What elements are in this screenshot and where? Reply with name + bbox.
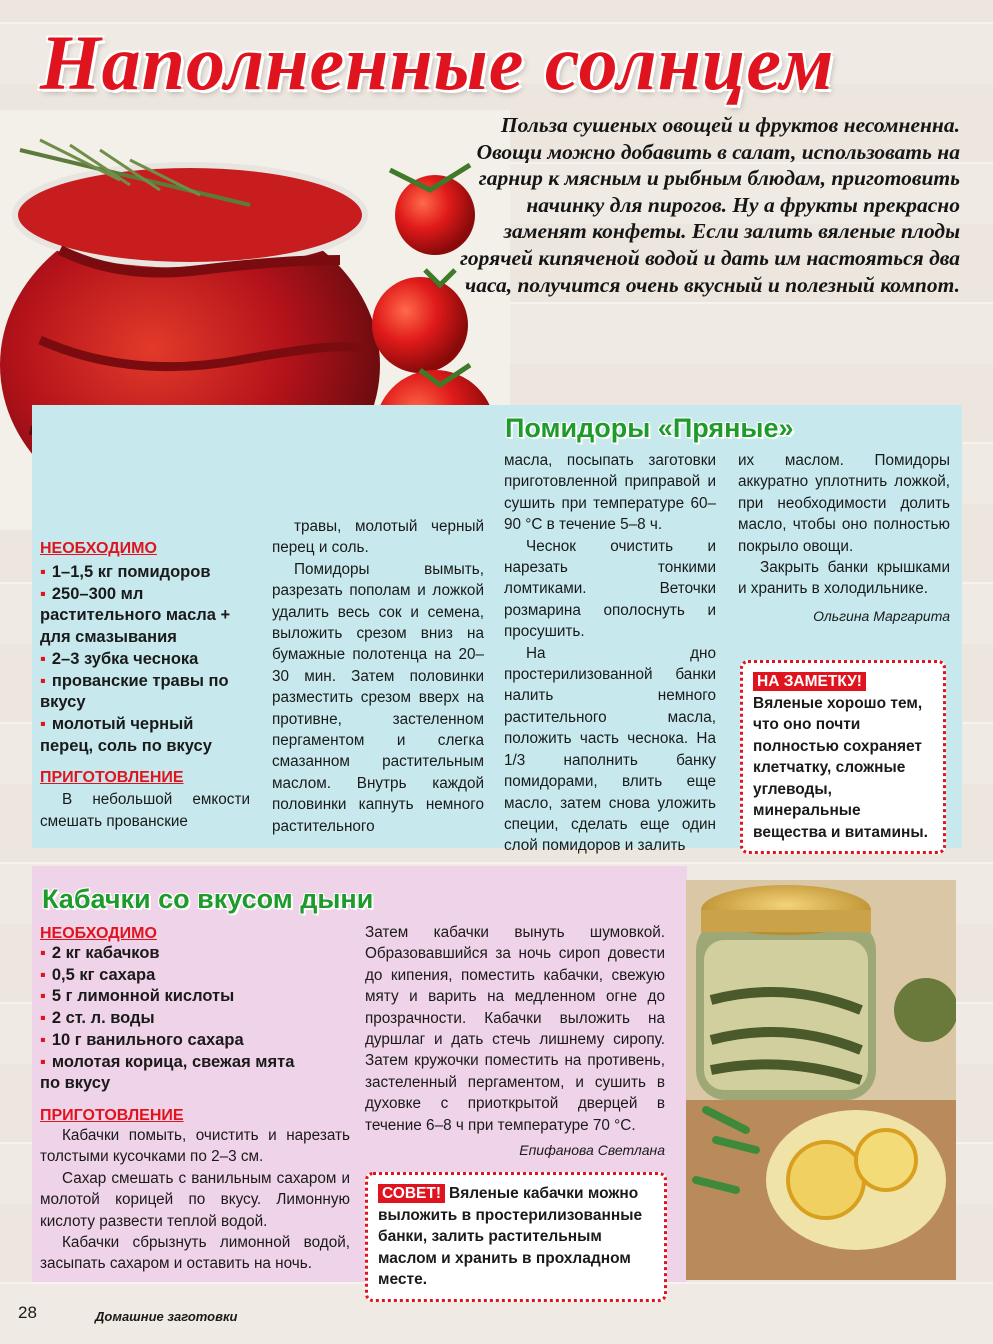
preparation-paragraph: Кабачки сбрызнуть лимонной водой, засыпать сахаром и оставить на ночь. <box>40 1233 350 1273</box>
note-box <box>740 660 946 854</box>
recipe-tomatoes-column-4 <box>738 450 950 627</box>
ingredient-item: ▪ 2 кг кабачков <box>40 943 300 965</box>
recipe-tomatoes-title: Помидоры «Пряные» <box>505 413 794 443</box>
recipe-zucchini-column-2 <box>365 922 665 1161</box>
author-signature: Епифанова Светлана <box>519 1142 665 1159</box>
preparation-paragraph: На дно простерилизованной банки налить немного растительного масла, положить часть чеснока. На 1/3 наполнить банку помидорами, влить еще масло, затем снова уложить специи, сделать еще один слой помидоров и залить <box>504 644 716 855</box>
ingredient-item: ▪ 2–3 зубка чеснока <box>40 649 250 671</box>
preparation-paragraph: Помидоры вымыть, разрезать пополам и ложкой удалить весь сок и семена, выложить срезом вниз на бумажные полотенца на 20–30 мин. Затем половинки разместить срезом вверх на противне, застеленном пергаментом и слегка смазанном растительным маслом. Внутрь каждой половинки капнуть немного растительного <box>272 560 484 835</box>
ingredient-item: ▪ 2 ст. л. воды <box>40 1008 300 1030</box>
needed-heading: НЕОБХОДИМО <box>40 540 157 557</box>
preparation-paragraph: Затем кабачки вынуть шумовкой. Образовавшийся за ночь сироп довести до кипения, поместить кабачки, свежую мяту и варить на медленном огне до прозрачности. Кабачки выложить на дуршлаг и дать стечь лишнему сиропу. Затем кружочки поместить на противень, застеленный пергаментом, и сушить в духовке с приоткрытой дверцей в течение 6–8 ч при температуре 70 °С. <box>365 924 665 1134</box>
recipe-zucchini-title: Кабачки со вкусом дыни <box>42 884 374 914</box>
note-text: Вяленые хорошо тем, что оно почти полностью сохраняет клетчатку, сложные углеводы, минеральные вещества и витамины. <box>753 694 928 841</box>
recipe-tomatoes-ingredients-column <box>40 540 250 832</box>
recipe-tomatoes-column-3 <box>504 450 716 857</box>
ingredient-item: ▪ молотая корица, свежая мята по вкусу <box>40 1052 300 1095</box>
tip-text: Вяленые кабачки можно выложить в простерилизованные банки, залить растительным маслом и хранить в прохладном месте. <box>378 1185 643 1288</box>
preparation-paragraph: их маслом. Помидоры аккуратно уплотнить ложкой, при необходимости долить масло, чтобы оно полностью покрыло овощи. <box>738 452 950 555</box>
ingredient-item: ▪ 250–300 мл растительного масла + для смазывания <box>40 584 250 649</box>
ingredient-item: ▪ прованские травы по вкусу <box>40 671 250 714</box>
author-signature: Ольгина Маргарита <box>813 607 950 624</box>
tip-box <box>365 1172 667 1302</box>
preparation-paragraph: В небольшой емкости смешать прованские <box>40 791 250 830</box>
ingredient-item: ▪ молотый черный перец, соль по вкусу <box>40 714 250 757</box>
preparation-paragraph: травы, молотый черный перец и соль. <box>272 518 484 557</box>
page-title: Наполненные солнцем <box>40 19 835 106</box>
note-badge: НА ЗАМЕТКУ! <box>753 672 866 691</box>
tip-badge: СОВЕТ! <box>378 1184 445 1203</box>
ingredient-list <box>40 943 300 1095</box>
preparation-text <box>40 1125 350 1275</box>
intro-paragraph: Польза сушеных овощей и фруктов несомненна. Овощи можно добавить в салат, использовать на гарнир к мясным и рыбным блюдам, приготовить начинку для пирогов. Ну а фрукты прекрасно заменят конфеты. Если залить вяленые плоды горячей кипяченой водой и дать им настояться два часа, получится очень вкусный и полезный компот. <box>459 113 960 297</box>
ingredient-item: ▪ 10 г ванильного сахара <box>40 1030 300 1052</box>
ingredient-list <box>40 562 250 757</box>
preparation-heading: ПРИГОТОВЛЕНИЕ <box>40 769 184 787</box>
preparation-paragraph: Чеснок очистить и нарезать тонкими ломтиками. Веточки розмарина ополоснуть и просушить. <box>504 537 716 641</box>
preparation-text <box>40 789 250 832</box>
preparation-paragraph: Закрыть банки крышками и хранить в холодильнике. <box>738 559 950 598</box>
needed-heading: НЕОБХОДИМО <box>40 925 157 942</box>
ingredient-item: ▪ 5 г лимонной кислоты <box>40 986 300 1008</box>
preparation-paragraph: Кабачки помыть, очистить и нарезать толстыми кусочками по 2–3 см. <box>40 1126 350 1166</box>
preparation-heading: ПРИГОТОВЛЕНИЕ <box>40 1106 184 1124</box>
magazine-name: Домашние заготовки <box>95 1309 238 1324</box>
preparation-paragraph: масла, посыпать заготовки приготовленной приправой и сушить при температуре 60–90 °С в течение 5–8 ч. <box>504 452 716 534</box>
recipe-zucchini-ingredients-column <box>40 925 350 1275</box>
ingredient-item: ▪ 0,5 кг сахара <box>40 965 300 987</box>
dried-zucchini-jar-photo <box>686 880 956 1280</box>
page-number: 28 <box>18 1303 37 1322</box>
ingredient-item: ▪ 1–1,5 кг помидоров <box>40 562 250 584</box>
recipe-tomatoes-column-2 <box>272 516 484 837</box>
preparation-paragraph: Сахар смешать с ванильным сахаром и молотой корицей по вкусу. Лимонную кислоту развести теплой водой. <box>40 1169 350 1230</box>
